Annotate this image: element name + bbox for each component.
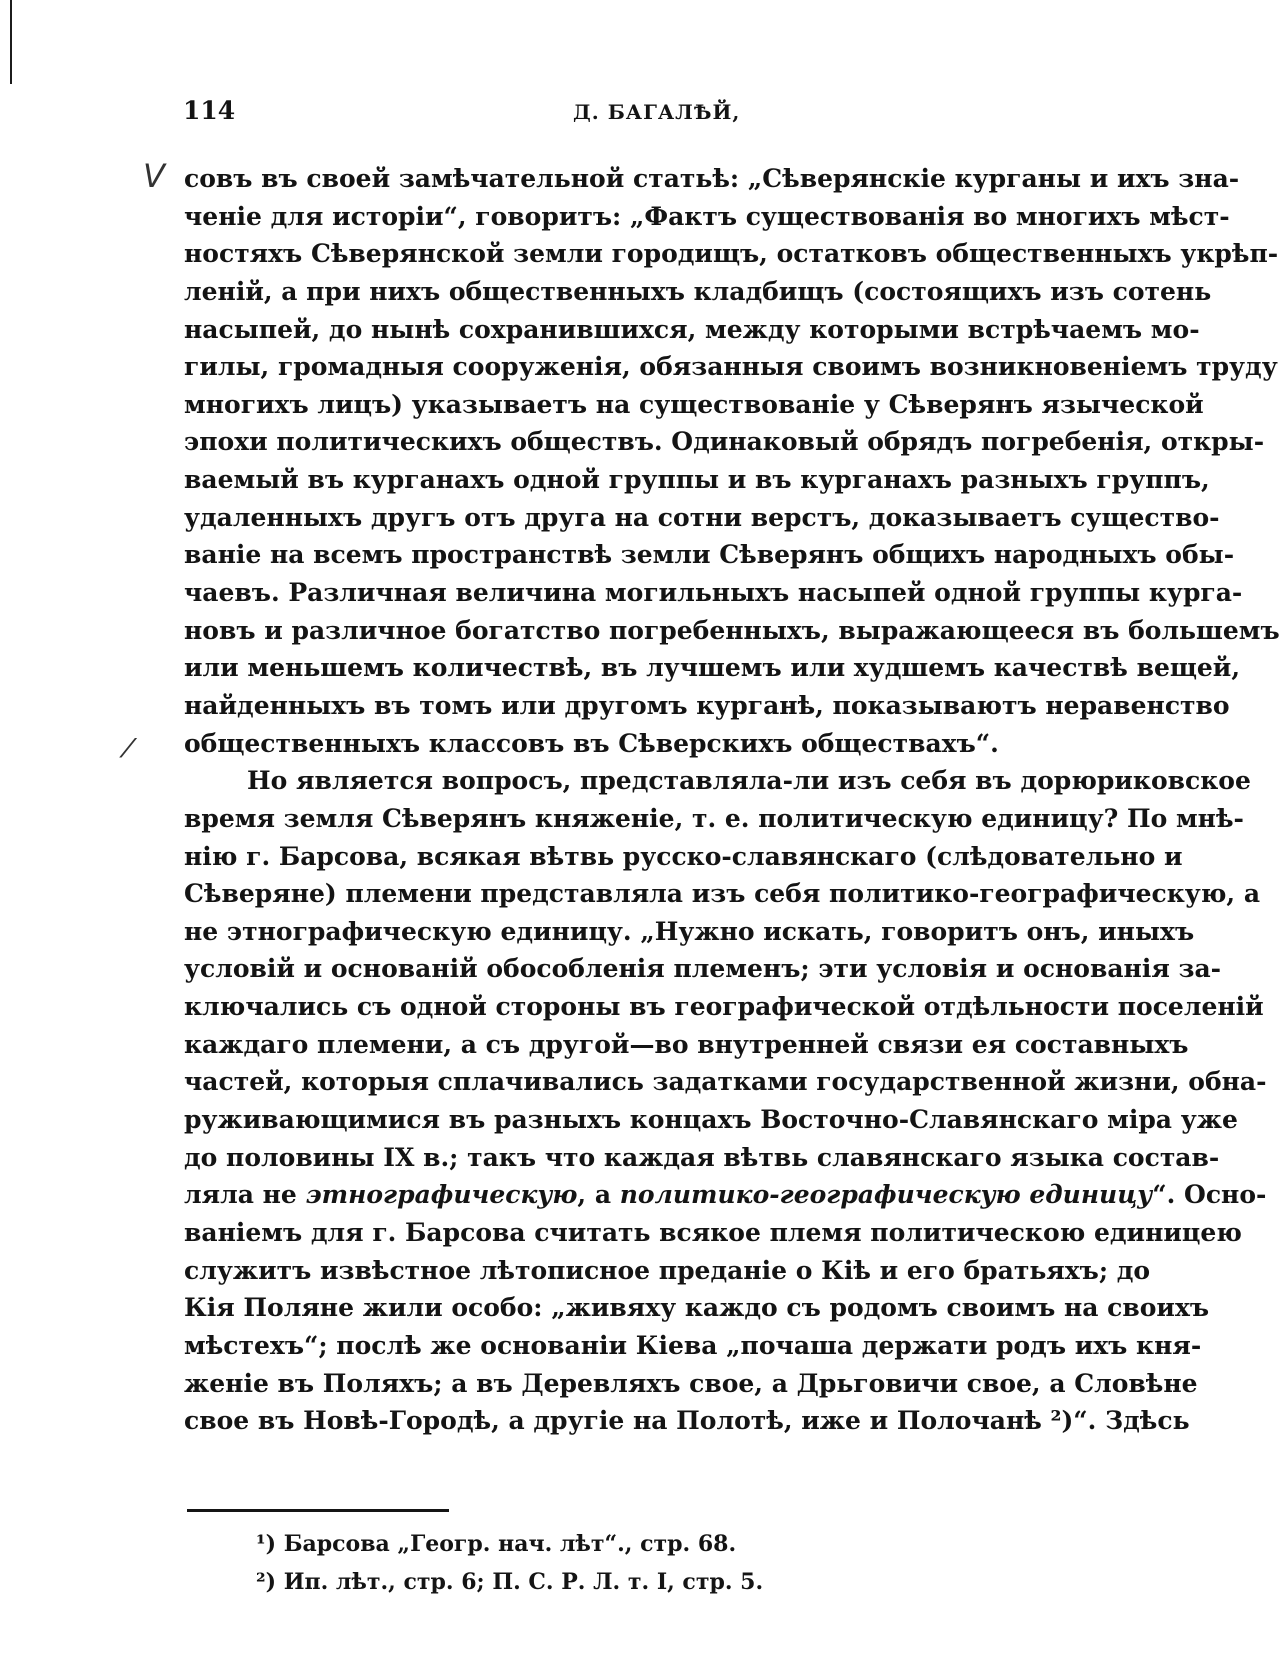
paragraph-2: [184, 762, 1267, 1440]
footnote-1: ¹) Барсова „Геогр. нач. лѣт“., стр. 68.: [256, 1531, 737, 1557]
text-run: ляла не: [184, 1180, 306, 1210]
text-line: частей, которыя сплачивались задатками государственной жизни, обна-: [184, 1067, 1267, 1097]
text-line: совъ въ своей замѣчательной статьѣ: „Сѣверянскіе курганы и ихъ зна-: [184, 164, 1240, 193]
text-run: “. Осно-: [1152, 1180, 1267, 1210]
text-line: Сѣверяне) племени представляла изъ себя политико-географическую, а: [184, 879, 1261, 909]
text-line: не этнографическую единицу. „Нужно искать, говоритъ онъ, иныхъ: [184, 916, 1195, 946]
page-header: [183, 96, 1087, 136]
text-line-italic: [184, 1176, 1267, 1214]
text-line: ченіе для исторіи“, говоритъ: „Фактъ существованія во многихъ мѣст-: [184, 201, 1230, 231]
text-line: каждаго племени, а съ другой—во внутренней связи ея составныхъ: [184, 1029, 1189, 1059]
text-line: время земля Сѣверянъ княженіе, т. е. политическую единицу? По мнѣ-: [184, 803, 1244, 833]
text-run: , а: [577, 1180, 620, 1210]
text-line: ваемый въ курганахъ одной группы и въ курганахъ разныхъ группъ,: [184, 465, 1210, 495]
text-line: нію г. Барсова, всякая вѣтвь русско-славянскаго (слѣдовательно и: [184, 841, 1183, 871]
body-text: [184, 160, 1280, 1440]
margin-check-mark: V: [143, 157, 165, 195]
text-line: общественныхъ классовъ въ Сѣверскихъ обществахъ“.: [184, 728, 999, 758]
running-head: Д. БАГАЛѢЙ,: [573, 100, 741, 124]
text-line: служитъ извѣстное лѣтописное преданіе о Кіѣ и его братьяхъ; до: [184, 1255, 1151, 1285]
italic-phrase: этнографическую: [305, 1180, 578, 1210]
text-line: ваніе на всемъ пространствѣ земли Сѣверянъ общихъ народныхъ обы-: [184, 540, 1235, 570]
text-line: леній, а при нихъ общественныхъ кладбищъ (состоящихъ изъ сотень: [184, 276, 1212, 306]
page-number: 114: [183, 96, 236, 125]
text-line: свое въ Новѣ-Городѣ, а другіе на Полотѣ, иже и Полочанѣ ²)“. Здѣсь: [184, 1406, 1190, 1436]
paragraph-1: [184, 160, 1280, 762]
text-line: женіе въ Поляхъ; а въ Деревляхъ свое, а Дрьговичи свое, а Словѣне: [184, 1368, 1198, 1398]
text-line: найденныхъ въ томъ или другомъ курганѣ, показываютъ неравенство: [184, 690, 1230, 720]
text-line: до половины IX в.; такъ что каждая вѣтвь славянскаго языка состав-: [184, 1142, 1220, 1172]
text-line: ностяхъ Сѣверянской земли городищъ, остатковъ общественныхъ укрѣп-: [184, 239, 1279, 269]
text-line: насыпей, до нынѣ сохранившихся, между которыми встрѣчаемъ мо-: [184, 314, 1200, 344]
footnote-separator: [187, 1509, 449, 1512]
text-line: ваніемъ для г. Барсова считать всякое племя политическою единицею: [184, 1217, 1242, 1247]
page-edge-line: [10, 0, 12, 84]
text-line: или меньшемъ количествѣ, въ лучшемъ или худшемъ качествѣ вещей,: [184, 653, 1241, 683]
text-line: удаленныхъ другъ отъ друга на сотни верстъ, доказываетъ существо-: [184, 502, 1220, 532]
margin-slash-mark: ⁄: [126, 734, 131, 764]
text-line: чаевъ. Различная величина могильныхъ насыпей одной группы курга-: [184, 578, 1243, 608]
text-line: мѣстехъ“; послѣ же основаніи Кіева „почаша держати родъ ихъ кня-: [184, 1330, 1202, 1360]
text-line: ключались съ одной стороны въ географической отдѣльности поселеній: [184, 992, 1264, 1022]
footnotes: [256, 1525, 763, 1601]
text-line: Но является вопросъ, представляла-ли изъ себя въ дорюриковское: [247, 766, 1251, 796]
text-line: руживающимися въ разныхъ концахъ Восточно-Славянскаго міра уже: [184, 1105, 1238, 1135]
text-line: новъ и различное богатство погребенныхъ, выражающееся въ большемъ: [184, 615, 1280, 645]
text-line: условій и основаній обособленія племенъ; эти условія и основанія за-: [184, 954, 1222, 984]
text-line: Кія Поляне жили особо: „живяху каждо съ родомъ своимъ на своихъ: [184, 1293, 1210, 1323]
footnote-2: ²) Ип. лѣт., стр. 6; П. С. Р. Л. т. I, стр. 5.: [256, 1569, 764, 1595]
text-line: многихъ лицъ) указываетъ на существованіе у Сѣверянъ языческой: [184, 389, 1204, 419]
italic-phrase: политико-географическую единицу: [619, 1180, 1153, 1210]
text-line: эпохи политическихъ обществъ. Одинаковый обрядъ погребенія, откры-: [184, 427, 1265, 457]
text-line: гилы, громадныя сооруженія, обязанныя своимъ возникновеніемъ труду: [184, 352, 1278, 382]
